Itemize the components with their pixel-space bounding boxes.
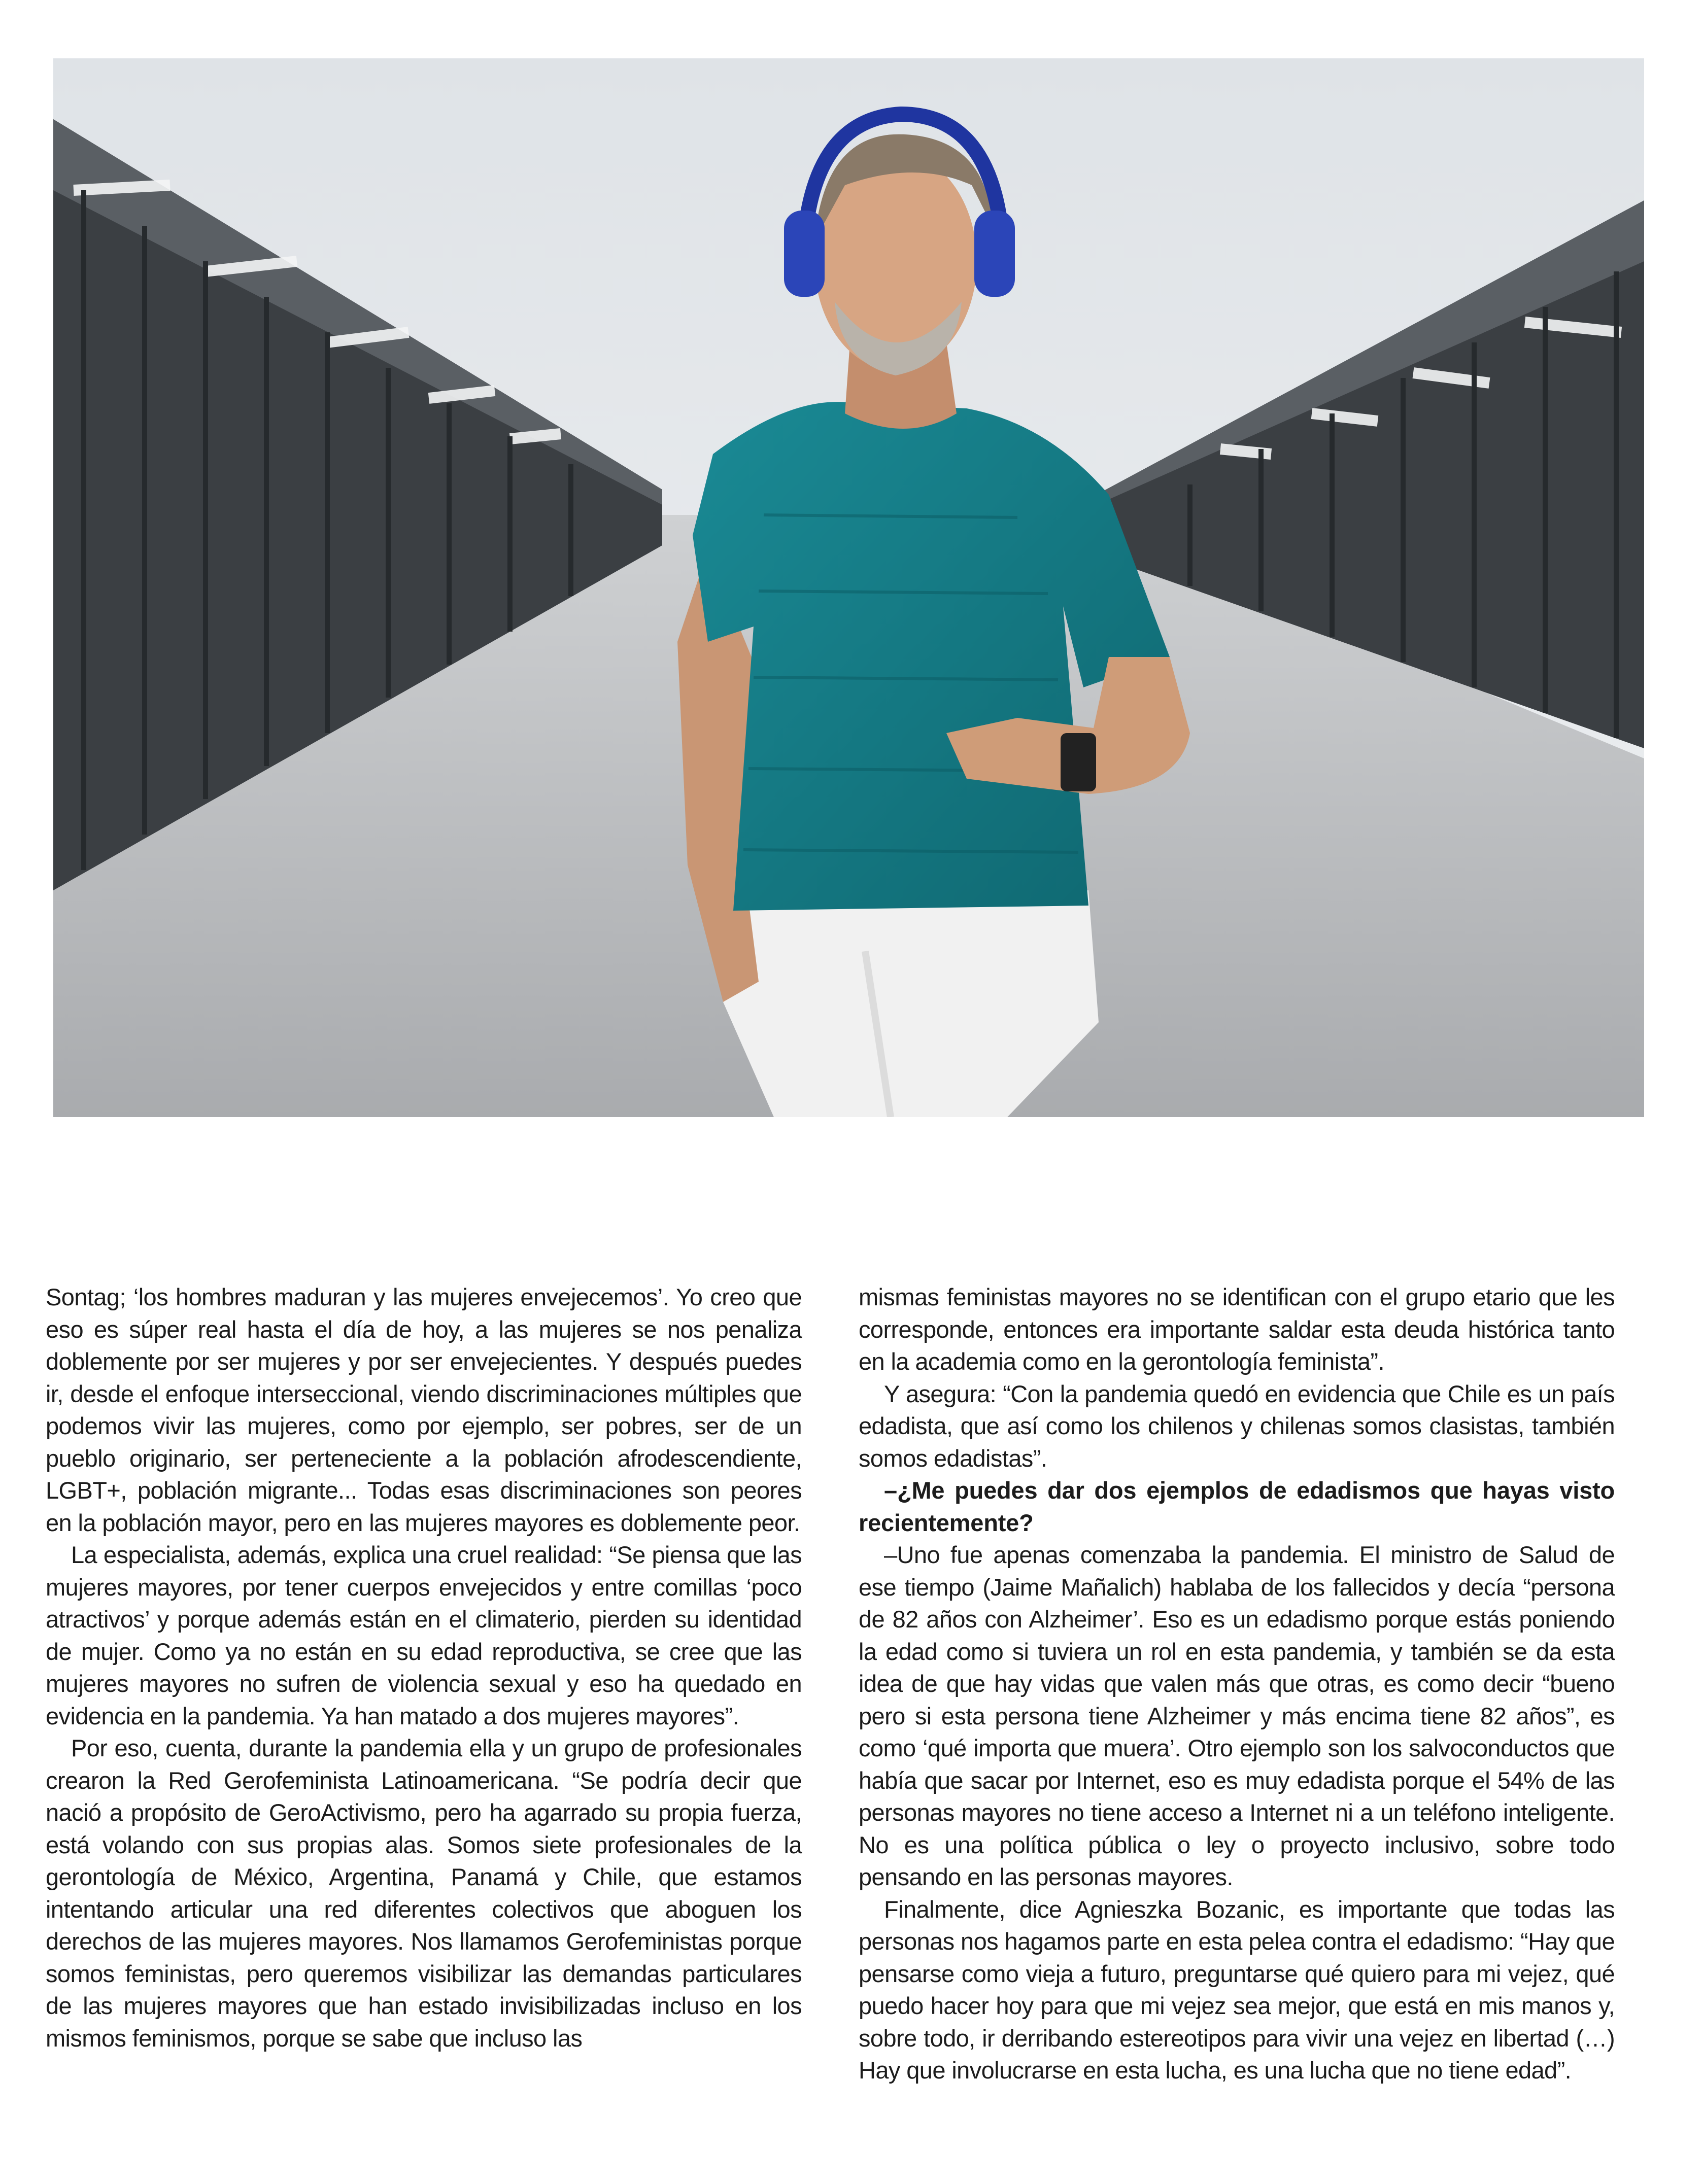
article-column-right <box>859 1281 1615 2087</box>
paragraph: Por eso, cuenta, durante la pandemia ella y un grupo de profesionales crearon la Red Gerofeminista Latinoamericana. “Se podría decir que nació a propósito de GeroActivismo, pero ha agarrado su propia fuerza, está volando con sus propias alas. Somos siete profesionales de la gerontología de México, Argentina, Panamá y Chile, que estamos intentando articular una red diferentes colectivos que aboguen los derechos de las mujeres mayores. Nos llamamos Gerofeministas porque somos feministas, pero queremos visibilizar las demandas particulares de las mujeres mayores que han estado invisibilizadas incluso en los mismos feminismos, porque se sabe que incluso las <box>46 1735 802 2052</box>
article-column-left <box>46 1281 802 2054</box>
paragraph: Finalmente, dice Agnieszka Bozanic, es importante que todas las personas nos hagamos parte en esta pelea contra el edadismo: “Hay que pensarse como vieja a futuro, preguntarse qué quiero para mi vejez, qué puedo hacer hoy para que mi vejez sea mejor, que está en mis manos y, sobre todo, ir derribando estereotipos para vivir una vejez en libertad (…) Hay que involucrarse en esta lucha, es una lucha que no tiene edad”. <box>859 1895 1615 2084</box>
interview-question: –¿Me puedes dar dos ejemplos de edadismos que hayas visto recientemente? <box>859 1477 1615 1536</box>
article-photo <box>53 58 1644 1117</box>
paragraph: La especialista, además, explica una cruel realidad: “Se piensa que las mujeres mayores, por tener cuerpos envejecidos y entre comillas ‘poco atractivos’ y porque además están en el climaterio, pierden su identidad de mujer. Como ya no están en su edad reproductiva, se cree que las mujeres mayores no sufren de violencia sexual y eso ha quedado en evidencia en la pandemia. Ya han matado a dos mujeres mayores”. <box>46 1541 802 1729</box>
paragraph: Y asegura: “Con la pandemia quedó en evidencia que Chile es un país edadista, que así como los chilenos y chilenas somos clasistas, también somos edadistas”. <box>859 1380 1615 1472</box>
runner-photo-illustration <box>53 58 1644 1117</box>
paragraph: mismas feministas mayores no se identifican con el grupo etario que les corresponde, entonces era importante saldar esta deuda histórica tanto en la academia como en la gerontología feminista”. <box>859 1284 1615 1375</box>
interview-answer: –Uno fue apenas comenzaba la pandemia. El ministro de Salud de ese tiempo (Jaime Mañalich) hablaba de los fallecidos y decía “persona de 82 años con Alzheimer’. Eso es un edadismo porque estás poniendo la edad como si tuviera un rol en esta pandemia, y también se da esta idea de que hay vidas que valen más que otras, es como decir “bueno pero si esta persona tiene Alzheimer y más encima tiene 82 años”, es como ‘qué importa que muera’. Otro ejemplo son los salvoconductos que había que sacar por Internet, eso es muy edadista porque el 54% de las personas mayores no tiene acceso a Internet ni a un teléfono inteligente. No es una política pública o ley o proyecto inclusivo, sobre todo pensando en las personas mayores. <box>859 1541 1615 1890</box>
paragraph: Sontag; ‘los hombres maduran y las mujeres envejecemos’. Yo creo que eso es súper real hasta el día de hoy, a las mujeres se nos penaliza doblemente por ser mujeres y por ser envejecientes. Y después puedes ir, desde el enfoque interseccional, viendo discriminaciones múltiples que podemos vivir las mujeres, como por ejemplo, ser pobres, ser de un pueblo originario, ser perteneciente a la población afrodescendiente, LGBT+, población migrante... Todas esas discriminaciones son peores en la población mayor, pero en las mujeres mayores es doblemente peor. <box>46 1284 802 1536</box>
